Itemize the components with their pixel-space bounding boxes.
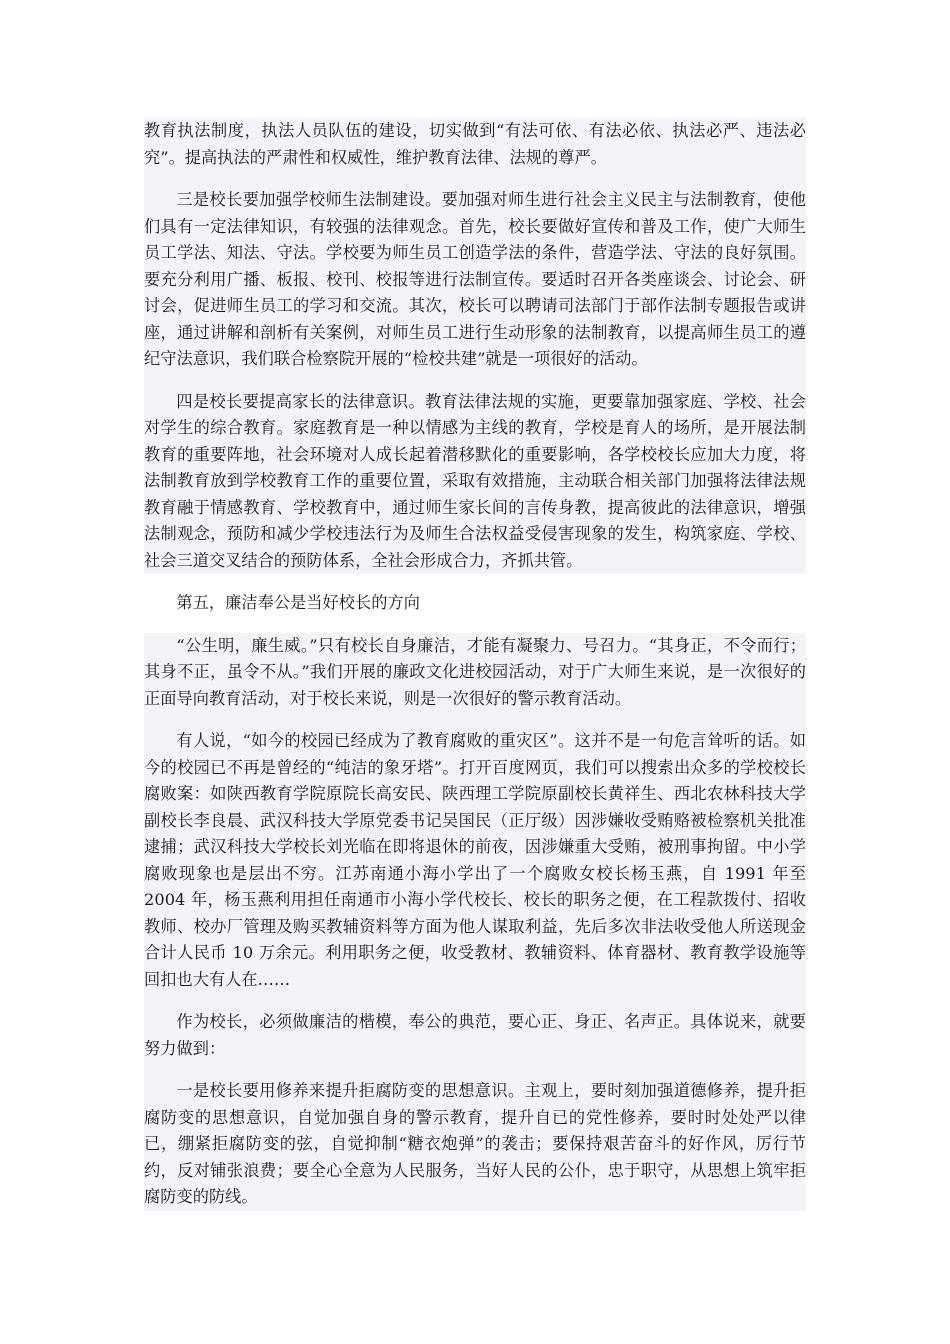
paragraph-gap [144, 1062, 806, 1078]
section-heading: 第五，廉洁奉公是当好校长的方向 [176, 593, 420, 612]
paragraph-gap [144, 712, 806, 728]
paragraph-1: 教育执法制度，执法人员队伍的建设，切实做到“有法可依、有法必依、执法必严、违法必究”。提高执法的严肃性和权威性，维护教育法律、法规的尊严。 [144, 118, 806, 171]
paragraph-gap [144, 373, 806, 389]
paragraph-7: 一是校长要用修养来提升拒腐防变的思想意识。主观上，要时刻加强道德修养，提升拒腐防变的思想意识，自觉加强自身的警示教育，提升自已的党性修养，要时时处处严以律已，绷紧拒腐防变的弦，自觉抑制“糖衣炮弹”的袭击；要保持艰苦奋斗的好作风，厉行节约，反对铺张浪费；要全心全意为人民服务，当好人民的公仆，忠于职守，从思想上筑牢拒腐防变的防线。 [144, 1078, 806, 1211]
paragraph-6: 作为校长，必须做廉洁的楷模，奉公的典范，要心正、身正、名声正。具体说来，就要努力做到： [144, 1009, 806, 1062]
paragraph-4: “公生明，廉生威。”只有校长自身廉洁，才能有凝聚力、号召力。“其身正，不令而行；其身不正，虽令不从。”我们开展的廉政文化进校园活动，对于广大师生来说，是一次很好的正面导向教育活动，对于校长来说，则是一次很好的警示教育活动。 [144, 633, 806, 713]
paragraph-gap [144, 617, 806, 633]
document-body [144, 118, 806, 1211]
paragraph-gap [144, 171, 806, 187]
paragraph-2: 三是校长要加强学校师生法制建设。要加强对师生进行社会主义民主与法制教育，使他们具有一定法律知识，有较强的法律观念。首先，校长要做好宣传和普及工作，使广大师生员工学法、知法、守法。学校要为师生员工创造学法的条件，营造学法、守法的良好氛围。要充分利用广播、板报、校刊、校报等进行法制宣传。要适时召开各类座谈会、讨论会、研讨会，促进师生员工的学习和交流。其次，校长可以聘请司法部门于部作法制专题报告或讲座，通过讲解和剖析有关案例，对师生员工进行生动形象的法制教育，以提高师生员工的遵纪守法意识，我们联合检察院开展的“检校共建”就是一项很好的活动。 [144, 187, 806, 373]
paragraph-gap [144, 574, 806, 590]
paragraph-3: 四是校长要提高家长的法律意识。教育法律法规的实施，更要靠加强家庭、学校、社会对学生的综合教育。家庭教育是一种以情感为主线的教育，学校是育人的场所，是开展法制教育的重要阵地，社会环境对人成长起着潜移默化的重要影响，各学校校长应加大力度，将法制教育放到学校教育工作的重要位置，采取有效措施，主动联合相关部门加强将法律法规教育融于情感教育、学校教育中，通过师生家长间的言传身教，提高彼此的法律意识，增强法制观念，预防和减少学校违法行为及师生合法权益受侵害现象的发生，构筑家庭、学校、社会三道交叉结合的预防体系，全社会形成合力，齐抓共管。 [144, 389, 806, 575]
paragraph-gap [144, 993, 806, 1009]
paragraph-5: 有人说，“如今的校园已经成为了教育腐败的重灾区”。这并不是一句危言耸听的话。如今的校园已不再是曾经的“纯洁的象牙塔”。打开百度网页，我们可以搜索出众多的学校校长腐败案：如陕西教育学院原院长高安民、陕西理工学院原副校长黄祥生、西北农林科技大学副校长李良晨、武汉科技大学原党委书记吴国民（正厅级）因涉嫌收受贿赂被检察机关批准逮捕；武汉科技大学校长刘光临在即将退休的前夜，因涉嫌重大受贿，被刑事拘留。中小学腐败现象也是层出不穷。江苏南通小海小学出了一个腐败女校长杨玉燕，自 1991 年至 2004 年，杨玉燕利用担任南通市小海小学代校长、校长的职务之便，在工程款拨付、招收教师、校办厂管理及购买教辅资料等方面为他人谋取利益，先后多次非法收受他人所送现金合计人民币 10 万余元。利用职务之便，收受教材、教辅资料、体育器材、教育教学设施等回扣也大有人在…… [144, 728, 806, 993]
